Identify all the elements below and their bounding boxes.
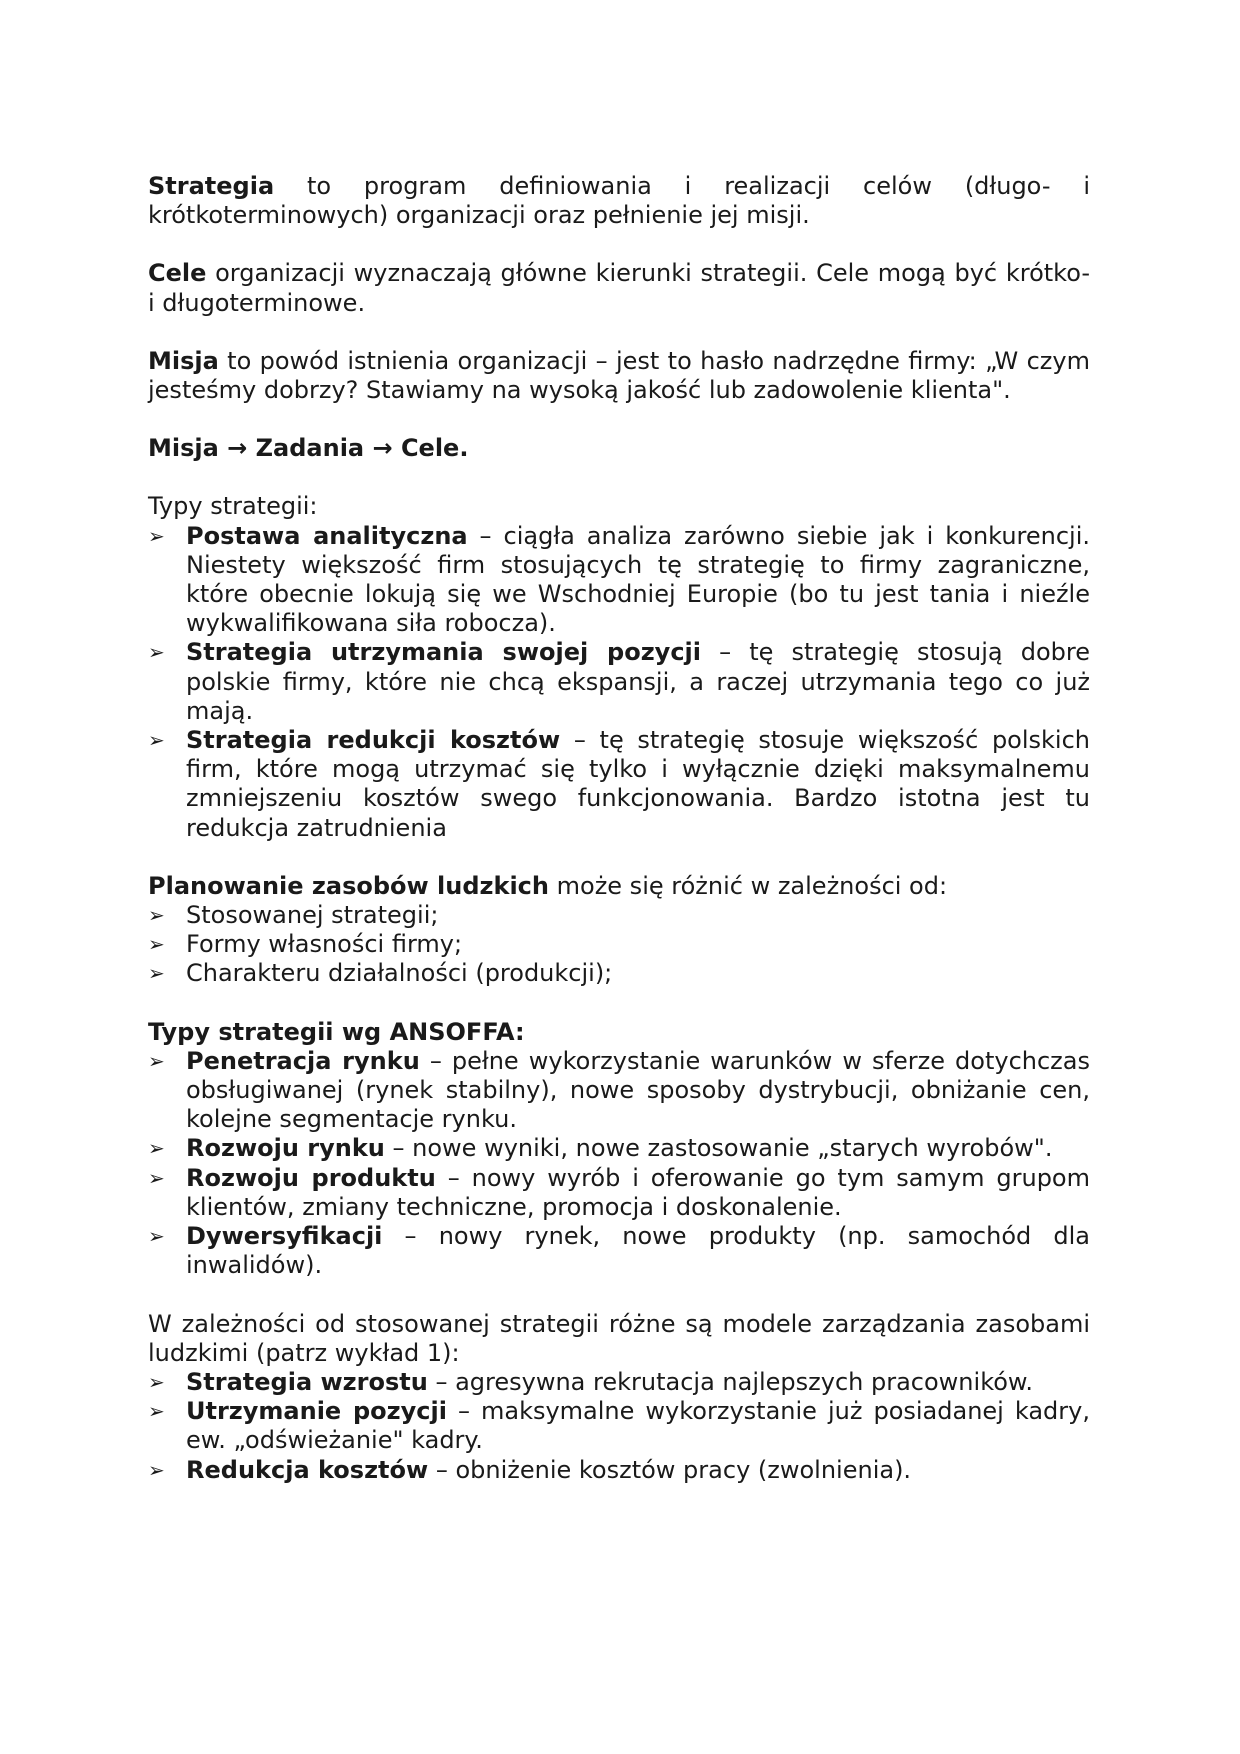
list-item [148,1397,1090,1455]
item-term: Rozwoju rynku [186,1134,385,1163]
item-text: – nowy rynek, nowe produkty (np. samochód dla inwalidów). [186,1222,1090,1280]
models-intro: W zależności od stosowanej strategii różne są modele zarządzania zasobami ludzkimi (patrz wykład 1): [148,1309,1090,1367]
item-text: – nowe wyniki, nowe zastosowanie „starych wyrobów". [384,1134,1053,1163]
list-item [148,1164,1090,1222]
types-list [148,522,1090,843]
arrow-bullet-icon: ➢ [148,1165,165,1190]
item-text: – pełne wykorzystanie warunków w sferze dotychczas obsługiwanej (rynek stabilny), nowe sposoby dystrybucji, obniżanie cen, kolejne segmentacje rynku. [186,1046,1090,1134]
arrow-bullet-icon: ➢ [148,640,165,665]
list-item [148,1047,1090,1135]
definition-misja: to powód istnienia organizacji – jest to hasło nadrzędne firmy: „W czym jesteśmy dobrzy? Stawiamy na wysoką jakość lub zadowolenie klienta". [148,346,1090,405]
types-heading: Typy strategii: [148,492,318,521]
list-item [148,959,1090,988]
paragraph-strategia [148,172,1090,230]
term-strategia: Strategia [148,172,275,200]
arrow-bullet-icon: ➢ [148,523,165,548]
arrow-bullet-icon: ➢ [148,1136,165,1161]
item-text: – tę strategię stosują dobre polskie firmy, które nie chcą ekspansji, a raczej utrzymania tego co już mają. [186,638,1090,725]
item-term: Rozwoju produktu [186,1163,436,1192]
definition-cele: organizacji wyznaczają główne kierunki strategii. Cele mogą być krótko- i długoterminowe. [148,259,1090,317]
arrow-bullet-icon: ➢ [148,1457,165,1482]
list-item [148,1134,1090,1163]
arrow-bullet-icon: ➢ [148,1048,165,1073]
list-item [148,638,1090,726]
item-text: Formy własności firmy; [186,930,463,959]
models-list [148,1368,1090,1485]
item-term: Postawa analityczna [186,521,468,550]
definition-strategia: to program definiowania i realizacji celów (długo- i krótkoterminowych) organizacji oraz pełnienie jej misji. [148,172,1090,230]
arrow-bullet-icon: ➢ [148,903,165,928]
item-term: Dywersyfikacji [186,1222,383,1251]
planning-term: Planowanie zasobów ludzkich [148,871,549,900]
arrow-bullet-icon: ➢ [148,728,165,753]
list-item [148,726,1090,843]
term-cele: Cele [148,259,207,288]
ansoff-list [148,1047,1090,1281]
item-text: – nowy wyrób i oferowanie go tym samym grupom klientów, zmiany techniczne, promocja i doskonalenie. [186,1163,1090,1221]
item-text: – tę strategię stosuje większość polskich firm, które mogą utrzymać się tylko i wyłącznie dzięki maksymalnemu zmniejszeniu kosztów swego funkcjonowania. Bardzo istotna jest tu redukcja zatrudnienia [186,726,1090,842]
list-item [148,1456,1090,1485]
planning-heading [148,872,1090,901]
planning-text: może się różnić w zależności od: [549,871,948,900]
paragraph-misja [148,347,1090,405]
arrow-bullet-icon: ➢ [148,1224,165,1249]
item-text: – obniżenie kosztów pracy (zwolnienia). [428,1455,912,1484]
item-term: Redukcja kosztów [186,1455,429,1484]
item-text: – agresywna rekrutacja najlepszych pracowników. [427,1367,1033,1396]
arrow-bullet-icon: ➢ [148,1399,165,1424]
item-text: – maksymalne wykorzystanie już posiadanej kadry, ew. „odświeżanie" kadry. [186,1397,1090,1455]
item-text: – ciągła analiza zarówno siebie jak i konkurencji. Niestety większość firm stosujących tę strategię to firmy zagraniczne, które obecnie lokują się we Wschodniej Europie (bo tu jest tania i nieźle wykwalifikowana siła robocza). [186,521,1091,638]
item-term: Penetracja rynku [186,1046,420,1075]
ansoff-heading: Typy strategii wg ANSOFFA: [148,1017,525,1046]
arrow-bullet-icon: ➢ [148,961,165,986]
item-term: Strategia wzrostu [186,1367,428,1396]
term-misja: Misja [148,346,219,375]
item-term: Strategia redukcji kosztów [186,726,561,755]
arrow-bullet-icon: ➢ [148,932,165,957]
planning-list [148,901,1090,989]
list-item [148,1368,1090,1397]
list-item [148,930,1090,959]
list-item [148,522,1090,639]
chain-heading: Misja → Zadania → Cele. [148,434,469,463]
list-item [148,901,1090,930]
item-term: Strategia utrzymania swojej pozycji [186,638,701,667]
arrow-bullet-icon: ➢ [148,1369,165,1394]
item-text: Charakteru działalności (produkcji); [186,959,613,988]
list-item [148,1222,1090,1280]
item-text: Stosowanej strategii; [186,901,439,930]
paragraph-cele [148,259,1090,317]
item-term: Utrzymanie pozycji [186,1397,447,1426]
